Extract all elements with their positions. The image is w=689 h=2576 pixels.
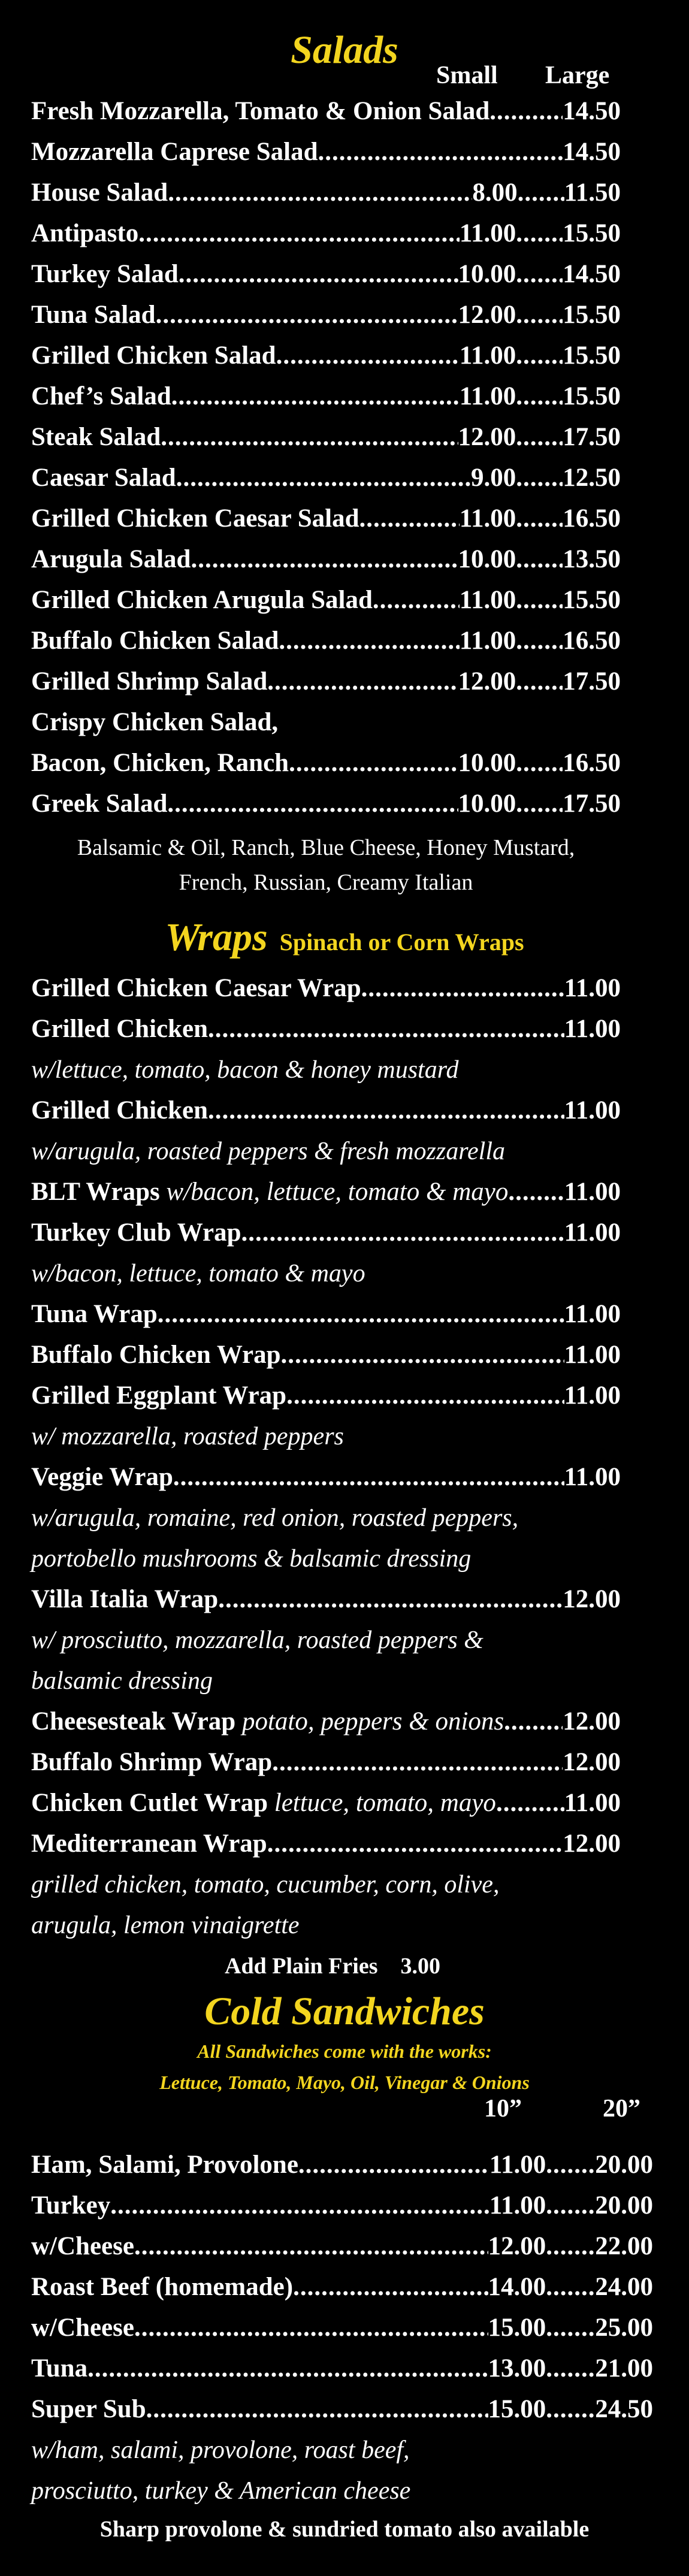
salad-row-house-salad: House Salad ..... 8.00 ..... 11.50 [31, 173, 621, 213]
wrap-inline-desc: potato, peppers & onions [235, 1707, 504, 1736]
wrap-description: w/lettuce, tomato, bacon & honey mustard [31, 1056, 459, 1084]
wraps-header [0, 911, 689, 965]
price-10: 11.00 [489, 2151, 546, 2179]
sandwich-row-super-sub: Super Sub ..... 15.00 ..... 24.50 [31, 2389, 653, 2430]
wrap-price: 12.00 [563, 1830, 621, 1858]
cold-column-headers [0, 2095, 689, 2127]
small-price: 10.00 [458, 260, 516, 288]
wrap-inline-desc: lettuce, tomato, mayo [268, 1789, 496, 1817]
crispy-small-price: 10.00 [458, 749, 516, 777]
large-price: 15.50 [563, 301, 621, 329]
price-20: 20.00 [595, 2151, 653, 2179]
wrap-description: arugula, lemon vinaigrette [31, 1912, 300, 1939]
salad-row-grilled-chicken-caesar-salad: Grilled Chicken Caesar Salad ..... 11.00 ..... 16.50 [31, 498, 621, 539]
salad-row-turkey-salad: Turkey Salad ..... 10.00 ..... 14.50 [31, 254, 621, 295]
wrap-description: balsamic dressing [31, 1667, 213, 1695]
salads-extra [31, 702, 621, 900]
salad-row-fresh-mozzarella-tomato-onion-salad: Fresh Mozzarella, Tomato & Onion Salad ..... 14.50 [31, 91, 621, 132]
wrap-price: 12.00 [563, 1707, 621, 1736]
small-price: 11.00 [459, 504, 516, 533]
greek-large-price: 17.50 [563, 790, 621, 818]
cold-sandwiches-title: Cold Sandwiches [204, 1990, 485, 2033]
small-price: 11.00 [459, 341, 516, 370]
works-line-2: Lettuce, Tomato, Mayo, Oil, Vinegar & Onions [159, 2072, 530, 2093]
salad-row-caesar-salad: Caesar Salad ..... 9.00 ..... 12.50 [31, 458, 621, 498]
price-10: 15.00 [488, 2395, 546, 2423]
wrap-price: 11.00 [564, 1219, 621, 1247]
wrap-description: w/bacon, lettuce, tomato & mayo [31, 1260, 365, 1287]
wrap-row-chicken-cutlet-wrap: Chicken Cutlet Wrap lettuce, tomato, mayo ..... 11.00 [31, 1783, 621, 1824]
wrap-row-buffalo-chicken-wrap: Buffalo Chicken Wrap ..... 11.00 [31, 1335, 621, 1375]
small-price: 12.00 [458, 301, 516, 329]
price-10: 12.00 [488, 2232, 546, 2260]
dressings-note [31, 830, 621, 900]
large-price: 15.50 [563, 382, 621, 410]
dressings-line-2: French, Russian, Creamy Italian [179, 870, 473, 895]
large-price: 17.50 [563, 423, 621, 451]
sandwich-row-w-cheese: w/Cheese ..... 12.00 ..... 22.00 [31, 2226, 653, 2267]
large-price: 12.50 [563, 464, 621, 492]
wrap-inline-desc: w/bacon, lettuce, tomato & mayo [159, 1178, 509, 1206]
wrap-row-grilled-eggplant-wrap: Grilled Eggplant Wrap ..... 11.00 [31, 1375, 621, 1416]
wraps-section [0, 911, 689, 1979]
salads-list [31, 91, 621, 702]
wrap-row-buffalo-shrimp-wrap: Buffalo Shrimp Wrap ..... 12.00 [31, 1742, 621, 1783]
sandwich-row-ham-salami-provolone: Ham, Salami, Provolone ..... 11.00 ..... 20.00 [31, 2145, 653, 2185]
large-price: 14.50 [563, 138, 621, 166]
wraps-list [31, 968, 621, 1946]
wrap-row-cheesesteak-wrap: Cheesesteak Wrap potato, peppers & onions ..... 12.00 [31, 1701, 621, 1742]
price-20: 25.00 [595, 2314, 653, 2342]
wrap-row-blt-wraps: BLT Wraps w/bacon, lettuce, tomato & mayo ..... 11.00 [31, 1172, 621, 1213]
wrap-price: 11.00 [564, 1096, 621, 1124]
small-price: 11.00 [459, 586, 516, 614]
wrap-row-veggie-wrap: Veggie Wrap ..... 11.00 [31, 1457, 621, 1498]
wrap-price: 11.00 [564, 1789, 621, 1817]
wrap-description: w/arugula, romaine, red onion, roasted peppers, [31, 1504, 519, 1532]
price-20: 24.00 [595, 2273, 653, 2301]
wrap-description: w/arugula, roasted peppers & fresh mozzarella [31, 1138, 506, 1165]
greek-small-price: 10.00 [458, 790, 516, 818]
small-price: 10.00 [458, 545, 516, 573]
sandwich-row-roast-beef-homemade: Roast Beef (homemade) ..... 14.00 ..... 24.00 [31, 2267, 653, 2308]
small-price: 12.00 [458, 423, 516, 451]
crispy-large-price: 16.50 [563, 749, 621, 777]
large-price: 13.50 [563, 545, 621, 573]
salad-row-mozzarella-caprese-salad: Mozzarella Caprese Salad ..... 14.50 [31, 132, 621, 173]
wraps-subtitle: Spinach or Corn Wraps [279, 929, 524, 956]
wrap-description: grilled chicken, tomato, cucumber, corn, olive, [31, 1871, 500, 1898]
price-20: 20.00 [595, 2191, 653, 2220]
sandwich-row-turkey: Turkey ..... 11.00 ..... 20.00 [31, 2185, 653, 2226]
large-price: 11.50 [564, 179, 621, 207]
large-price: 15.50 [563, 586, 621, 614]
salads-title: Salads [291, 28, 398, 72]
salad-row-grilled-chicken-salad: Grilled Chicken Salad ..... 11.00 ..... 15.50 [31, 335, 621, 376]
salad-row-tuna-salad: Tuna Salad ..... 12.00 ..... 15.50 [31, 295, 621, 335]
price-20: 24.50 [595, 2395, 653, 2423]
small-price: 8.00 [472, 179, 518, 207]
price-10: 11.00 [489, 2191, 546, 2220]
wrap-row-grilled-chicken-caesar-wrap: Grilled Chicken Caesar Wrap ..... 11.00 [31, 968, 621, 1009]
small-price: 11.00 [459, 219, 516, 247]
crispy-chicken-salad-row: Bacon, Chicken, Ranch ..... 10.00 ..... 16.50 [31, 743, 621, 784]
small-price: 12.00 [458, 667, 516, 696]
salad-row-grilled-chicken-arugula-salad: Grilled Chicken Arugula Salad ..... 11.00 ..... 15.50 [31, 580, 621, 621]
salad-row-grilled-shrimp-salad: Grilled Shrimp Salad ..... 12.00 ..... 17.50 [31, 661, 621, 702]
salad-row-arugula-salad: Arugula Salad ..... 10.00 ..... 13.50 [31, 539, 621, 580]
cold-sandwiches-section [0, 1988, 689, 2542]
wrap-row-grilled-chicken: Grilled Chicken ..... 11.00 [31, 1009, 621, 1050]
salads-col-small: Small [436, 62, 498, 89]
dressings-line-1: Balsamic & Oil, Ranch, Blue Cheese, Honey Mustard, [77, 835, 575, 860]
wraps-title: Wraps [165, 915, 268, 959]
salads-column-headers [0, 61, 689, 91]
large-price: 15.50 [563, 341, 621, 370]
price-20: 21.00 [595, 2354, 653, 2383]
large-price: 14.50 [563, 260, 621, 288]
works-note [0, 2036, 689, 2098]
wrap-price: 11.00 [564, 1341, 621, 1369]
large-price: 17.50 [563, 667, 621, 696]
wrap-price: 11.00 [564, 1015, 621, 1043]
wrap-price: 11.00 [564, 1381, 621, 1410]
salad-row-buffalo-chicken-salad: Buffalo Chicken Salad ..... 11.00 ..... 16.50 [31, 621, 621, 661]
crispy-chicken-salad-line1: Crispy Chicken Salad, [31, 708, 279, 736]
salads-section [0, 24, 689, 696]
large-price: 14.50 [563, 97, 621, 125]
cold-col-10: 10” [484, 2095, 522, 2123]
salads-col-large: Large [545, 62, 610, 89]
wrap-description: portobello mushrooms & balsamic dressing [31, 1545, 472, 1573]
wrap-price: 11.00 [564, 1178, 621, 1206]
large-price: 16.50 [563, 627, 621, 655]
wrap-row-mediterranean-wrap: Mediterranean Wrap ..... 12.00 [31, 1824, 621, 1864]
wrap-row-turkey-club-wrap: Turkey Club Wrap ..... 11.00 [31, 1213, 621, 1253]
wrap-row-tuna-wrap: Tuna Wrap ..... 11.00 [31, 1294, 621, 1335]
salad-row-chef-s-salad: Chef’s Salad ..... 11.00 ..... 15.50 [31, 376, 621, 417]
price-10: 14.00 [488, 2273, 546, 2301]
large-price: 16.50 [563, 504, 621, 533]
wrap-row-villa-italia-wrap: Villa Italia Wrap ..... 12.00 [31, 1579, 621, 1620]
small-price: 11.00 [459, 627, 516, 655]
cold-sandwiches-list [31, 2145, 653, 2511]
price-10: 15.00 [488, 2314, 546, 2342]
price-20: 22.00 [595, 2232, 653, 2260]
large-price: 15.50 [563, 219, 621, 247]
wrap-price: 12.00 [563, 1748, 621, 1776]
cold-footer-note: Sharp provolone & sundried tomato also available [99, 2517, 590, 2542]
add-fries-note: Add Plain Fries 3.00 [225, 1954, 440, 1979]
price-10: 13.00 [488, 2354, 546, 2383]
small-price: 9.00 [471, 464, 516, 492]
wrap-description: w/ prosciutto, mozzarella, roasted peppers & [31, 1626, 483, 1654]
wrap-row-grilled-chicken: Grilled Chicken ..... 11.00 [31, 1090, 621, 1131]
sandwich-description: w/ham, salami, provolone, roast beef, [31, 2436, 410, 2464]
cold-col-20: 20” [603, 2095, 640, 2123]
wrap-price: 11.00 [564, 974, 621, 1002]
wrap-price: 11.00 [564, 1300, 621, 1328]
salad-row-steak-salad: Steak Salad ..... 12.00 ..... 17.50 [31, 417, 621, 458]
salad-row-antipasto: Antipasto ..... 11.00 ..... 15.50 [31, 213, 621, 254]
wrap-description: w/ mozzarella, roasted peppers [31, 1423, 344, 1450]
wrap-price: 12.00 [563, 1585, 621, 1613]
sandwich-row-tuna: Tuna ..... 13.00 ..... 21.00 [31, 2348, 653, 2389]
sandwich-row-w-cheese: w/Cheese ..... 15.00 ..... 25.00 [31, 2308, 653, 2348]
greek-salad-row: Greek Salad ..... 10.00 ..... 17.50 [31, 784, 621, 824]
works-line-1: All Sandwiches come with the works: [197, 2040, 492, 2062]
small-price: 11.00 [459, 382, 516, 410]
sandwich-description: prosciutto, turkey & American cheese [31, 2477, 411, 2505]
wrap-price: 11.00 [564, 1463, 621, 1491]
